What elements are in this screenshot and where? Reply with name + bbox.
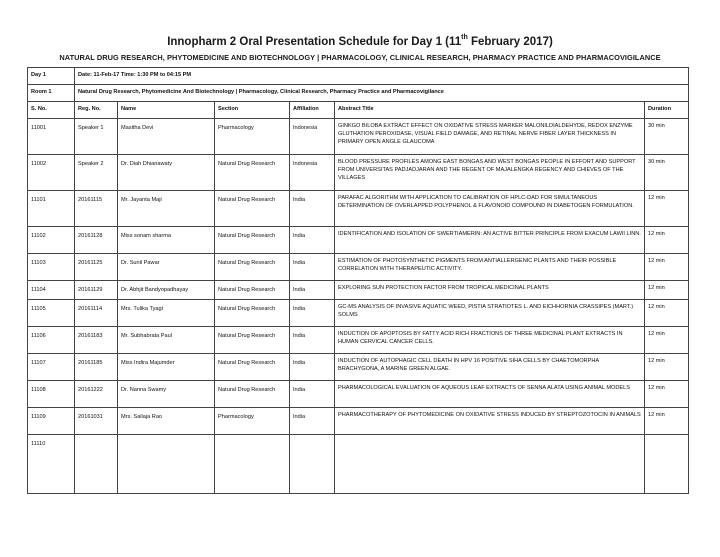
cell-abstract: GINKGO BILOBA EXTRACT EFFECT ON OXIDATIVE STRESS MARKER MALONILDIALDEHYDE, REDOX ENZYME GLUTHATION PEROXIDASE, VISUAL FIELD DAMAGE, AND RETINAL NERVE FIBER LAYER THICKNESS IN PRIMARY OPEN ANGLE GLAUCOMA (335, 119, 645, 155)
cell-duration: 12 min (645, 227, 689, 254)
header-row (28, 102, 689, 119)
table-row (28, 435, 689, 494)
cell-affiliation (290, 435, 335, 494)
cell-duration: 12 min (645, 191, 689, 227)
cell-name: Miss sonam sharma (118, 227, 215, 254)
cell-reg: 20161115 (75, 191, 118, 227)
cell-sno: 11108 (28, 381, 75, 408)
cell-abstract (335, 435, 645, 494)
cell-duration: 12 min (645, 408, 689, 435)
cell-duration: 30 min (645, 155, 689, 191)
col-header-reg: Reg. No. (75, 102, 118, 119)
table-row (28, 408, 689, 435)
table-row (28, 227, 689, 254)
cell-affiliation: India (290, 408, 335, 435)
cell-sno: 11001 (28, 119, 75, 155)
cell-sno: 11107 (28, 354, 75, 381)
col-header-duration: Duration (645, 102, 689, 119)
cell-affiliation: India (290, 254, 335, 281)
cell-reg: 20161114 (75, 300, 118, 327)
table-row (28, 119, 689, 155)
day-info: Date: 11-Feb-17 Time: 1:30 PM to 04:15 PM (75, 68, 689, 85)
cell-section: Natural Drug Research (215, 300, 290, 327)
cell-sno: 11002 (28, 155, 75, 191)
cell-abstract: PHARMACOTHERAPY OF PHYTOMEDICINE ON OXIDATIVE STRESS INDUCED BY STREPTOZOTOCIN IN ANIMALS (335, 408, 645, 435)
cell-section: Natural Drug Research (215, 381, 290, 408)
cell-reg: Speaker 2 (75, 155, 118, 191)
cell-name: Dr. Abhjit Bandyopadhayay (118, 281, 215, 300)
title-superscript: th (461, 34, 468, 41)
page-subtitle: NATURAL DRUG RESEARCH, PHYTOMEDICINE AND BIOTECHNOLOGY | PHARMACOLOGY, CLINICAL RESEARCH, PHARMACY PRACTICE AND PHARMACOVIGILANCE (59, 53, 661, 62)
cell-affiliation: India (290, 381, 335, 408)
cell-affiliation: India (290, 191, 335, 227)
cell-section: Pharmacology (215, 119, 290, 155)
day-label: Day 1 (28, 68, 75, 85)
cell-section (215, 435, 290, 494)
cell-abstract: PARAFAC ALGORITHM WITH APPLICATION TO CALIBRATION OF HPLC-DAD FOR SIMULTANEOUS DETERMINATION OF OVERLAPPED POLYPHENOL & FLAVONOID COMPOUND IN DIABETOGEN FORMULATION. (335, 191, 645, 227)
cell-reg: 20161183 (75, 327, 118, 354)
cell-affiliation: India (290, 227, 335, 254)
table-row (28, 381, 689, 408)
cell-name: Mrs. Tulika Tyagi (118, 300, 215, 327)
cell-duration: 12 min (645, 327, 689, 354)
cell-sno: 11105 (28, 300, 75, 327)
cell-section: Natural Drug Research (215, 155, 290, 191)
cell-reg: Speaker 1 (75, 119, 118, 155)
cell-duration: 12 min (645, 254, 689, 281)
col-header-sno: S. No. (28, 102, 75, 119)
cell-abstract: EXPLORING SUN PROTECTION FACTOR FROM TROPICAL MEDICINAL PLANTS (335, 281, 645, 300)
table-row (28, 155, 689, 191)
cell-sno: 11106 (28, 327, 75, 354)
cell-duration: 12 min (645, 300, 689, 327)
title-text-end: February 2017) (467, 36, 553, 48)
cell-affiliation: India (290, 300, 335, 327)
cell-name: Dr. Diah Dhianawaty (118, 155, 215, 191)
title-text: Innopharm 2 Oral Presentation Schedule for Day 1 (11 (167, 36, 462, 48)
table-row (28, 300, 689, 327)
cell-abstract: ESTIMATION OF PHOTOSYNTHETIC PIGMENTS FROM ANTIALLERGENIC PLANTS AND THEIR POSSIBLE CORRELATION WITH THERAPEUTIC ACTIVITY. (335, 254, 645, 281)
cell-duration: 12 min (645, 381, 689, 408)
cell-affiliation: India (290, 281, 335, 300)
cell-name: Mrs. Sailaja Rao (118, 408, 215, 435)
cell-sno: 11109 (28, 408, 75, 435)
cell-name: Mr. Subhabrata Paul (118, 327, 215, 354)
cell-reg: 20161185 (75, 354, 118, 381)
cell-sno: 11104 (28, 281, 75, 300)
col-header-affiliation: Affiliation (290, 102, 335, 119)
col-header-name: Name (118, 102, 215, 119)
cell-sno: 11103 (28, 254, 75, 281)
cell-reg: 20161222 (75, 381, 118, 408)
cell-section: Natural Drug Research (215, 354, 290, 381)
cell-sno: 11102 (28, 227, 75, 254)
cell-affiliation: Indonesia (290, 119, 335, 155)
cell-duration: 12 min (645, 354, 689, 381)
cell-abstract: INDUCTION OF AUTOPHAGIC CELL DEATH IN HPV 16 POSITIVE SIHA CELLS BY CHAETOMORPHA BRACHYGONA, A MARINE GREEN ALGAE. (335, 354, 645, 381)
cell-abstract: BLOOD PRESSURE PROFILES AMONG EAST BONGAS AND WEST BONGAS PEOPLE IN EFFORT AND SUPPORT FROM UNIVERSITAS PADJADJARAN AND THE REGENT OF MAJALENGKA REGENCY AND CHIEVES OF THE VILLAGES (335, 155, 645, 191)
cell-affiliation: India (290, 354, 335, 381)
schedule-table (27, 67, 689, 494)
cell-name: Masitha Devi (118, 119, 215, 155)
cell-sno: 11110 (28, 435, 75, 494)
cell-name: Dr. Nanna Swamy (118, 381, 215, 408)
cell-name: Miss Indira Majumder (118, 354, 215, 381)
col-header-section: Section (215, 102, 290, 119)
cell-abstract: GC-MS ANALYSIS OF INVASIVE AQUATIC WEED, PISTIA STRATIOTES L. AND EICHHORNIA CRASSIPES (MART.) SOLMS (335, 300, 645, 327)
cell-section: Natural Drug Research (215, 227, 290, 254)
table-row (28, 191, 689, 227)
cell-reg (75, 435, 118, 494)
cell-affiliation: Indonesia (290, 155, 335, 191)
day-row (28, 68, 689, 85)
cell-reg: 20161031 (75, 408, 118, 435)
cell-abstract: IDENTIFICATION AND ISOLATION OF SWERTIAMERIN: AN ACTIVE BITTER PRINCIPLE FROM EXACUM LAWII LINN. (335, 227, 645, 254)
cell-duration (645, 435, 689, 494)
cell-name: Dr. Sunil Pawar (118, 254, 215, 281)
cell-reg: 20161129 (75, 281, 118, 300)
page-title (0, 36, 720, 48)
room-info: Natural Drug Research, Phytomedicine And Biotechnology | Pharmacology, Clinical Research, Pharmacy Practice and Pharmacovigilance (75, 85, 689, 102)
cell-abstract: PHARMACOLOGICAL EVALUATION OF AQUEOUS LEAF EXTRACTS OF SENNA ALATA USING ANIMAL MODELS (335, 381, 645, 408)
cell-section: Natural Drug Research (215, 281, 290, 300)
table-row (28, 354, 689, 381)
table-row (28, 254, 689, 281)
cell-section: Natural Drug Research (215, 254, 290, 281)
cell-section: Natural Drug Research (215, 327, 290, 354)
table-row (28, 327, 689, 354)
room-row (28, 85, 689, 102)
cell-section: Pharmacology (215, 408, 290, 435)
cell-reg: 20161125 (75, 254, 118, 281)
table-row (28, 281, 689, 300)
cell-affiliation: India (290, 327, 335, 354)
cell-abstract: INDUCTION OF APOPTOSIS BY FATTY ACID RICH FRACTIONS OF THREE MEDICINAL PLANT EXTRACTS IN HUMAN CERVICAL CANCER CELLS. (335, 327, 645, 354)
room-label: Room 1 (28, 85, 75, 102)
cell-reg: 20161128 (75, 227, 118, 254)
cell-sno: 11101 (28, 191, 75, 227)
cell-duration: 12 min (645, 281, 689, 300)
cell-duration: 30 min (645, 119, 689, 155)
cell-name (118, 435, 215, 494)
cell-name: Mr. Jayanta Maji (118, 191, 215, 227)
col-header-abstract: Abstract Title (335, 102, 645, 119)
cell-section: Natural Drug Research (215, 191, 290, 227)
